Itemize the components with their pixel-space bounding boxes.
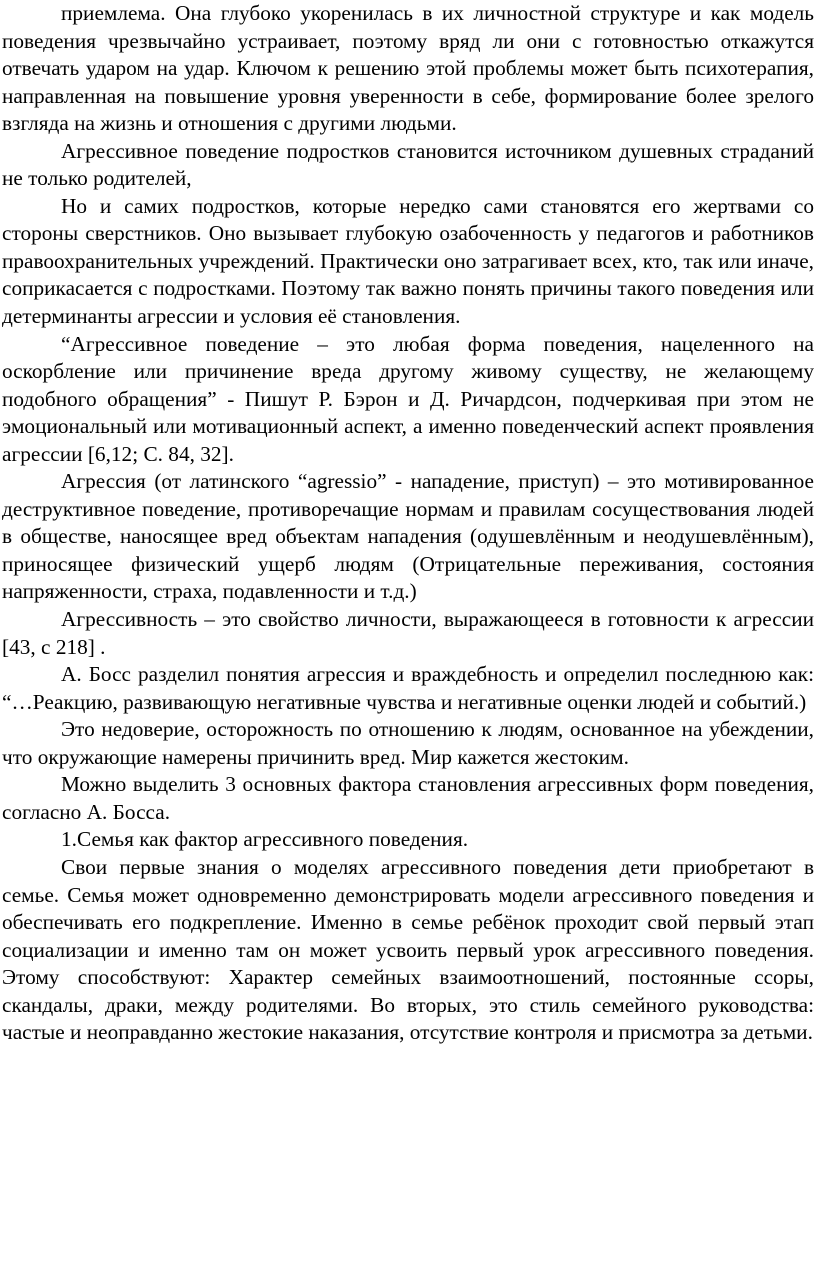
paragraph-definition-baron: “Агрессивное поведение – это любая форма поведения, нацеленного на оскорбление или причинение вреда другому живому существу, не желающему подобного обращения” - Пишут Р. Бэрон и Д. Ричардсон, подчеркивая при этом не эмоциональный или мотивационный аспект, а именно поведенческий аспект проявления агрессии [6,12; С. 84, 32]. xyxy=(2,331,814,466)
document-page xyxy=(2,0,814,1047)
paragraph-three-factors: Можно выделить 3 основных фактора становления агрессивных форм поведения, согласно А. Босса. xyxy=(2,772,814,824)
paragraph-aggressiveness: Агрессивность – это свойство личности, выражающееся в готовности к агрессии [43, с 218] . xyxy=(2,607,814,659)
paragraph-distrust: Это недоверие, осторожность по отношению к людям, основанное на убеждении, что окружающие намерены причинить вред. Мир кажется жестоким. xyxy=(2,717,814,769)
paragraph-continuation: приемлема. Она глубоко укоренилась в их личностной структуре и как модель поведения чрезвычайно устраивает, поэтому вряд ли они с готовностью откажутся отвечать ударом на удар. Ключом к решению этой проблемы может быть психотерапия, направленная на повышение уровня уверенности в себе, формирование более зрелого взгляда на жизнь и отношения с другими людьми. xyxy=(2,1,814,136)
paragraph-definition-aggression: Агрессия (от латинского “agressio” - нападение, приступ) – это мотивированное деструктивное поведение, противоречащие нормам и правилам сосуществования людей в обществе, наносящее вред объектам нападения (одушевлённым и неодушевлённым), приносящее физический ущерб людям (Отрицательные переживания, состояния напряженности, страха, подавленности и т.д.) xyxy=(2,469,814,604)
paragraph-family-models: Свои первые знания о моделях агрессивного поведения дети приобретают в семье. Семья может одновременно демонстрировать модели агрессивного поведения и обеспечивать его подкрепление. Именно в семье ребёнок проходит свой первый этап социализации и именно там он может усвоить первый урок агрессивного поведения. Этому способствуют: Характер семейных взаимоотношений, постоянные ссоры, скандалы, драки, между родителями. Во вторых, это стиль семейного руководства: частые и неоправданно жестокие наказания, отсутствие контроля и присмотра за детьми. xyxy=(2,854,814,1045)
section-heading-family: 1.Семья как фактор агрессивного поведения. xyxy=(61,827,469,852)
paragraph-aggressive-behavior: Агрессивное поведение подростков становится источником душевных страданий не только родителей, xyxy=(2,138,814,191)
paragraph-boss-hostility: А. Босс разделил понятия агрессия и враждебность и определил последнюю как: “…Реакцию, развивающую негативные чувства и негативные оценки людей и событий.) xyxy=(2,662,814,714)
paragraph-teenagers: Но и самих подростков, которые нередко сами становятся его жертвами со стороны сверстников. Оно вызывает глубокую озабоченность у педагогов и работников правоохранительных учреждений. Практически оно затрагивает всех, кто, так или иначе, соприкасается с подростками. Поэтому так важно понять причины такого поведения или детерминанты агрессии и условия её становления. xyxy=(2,193,814,329)
